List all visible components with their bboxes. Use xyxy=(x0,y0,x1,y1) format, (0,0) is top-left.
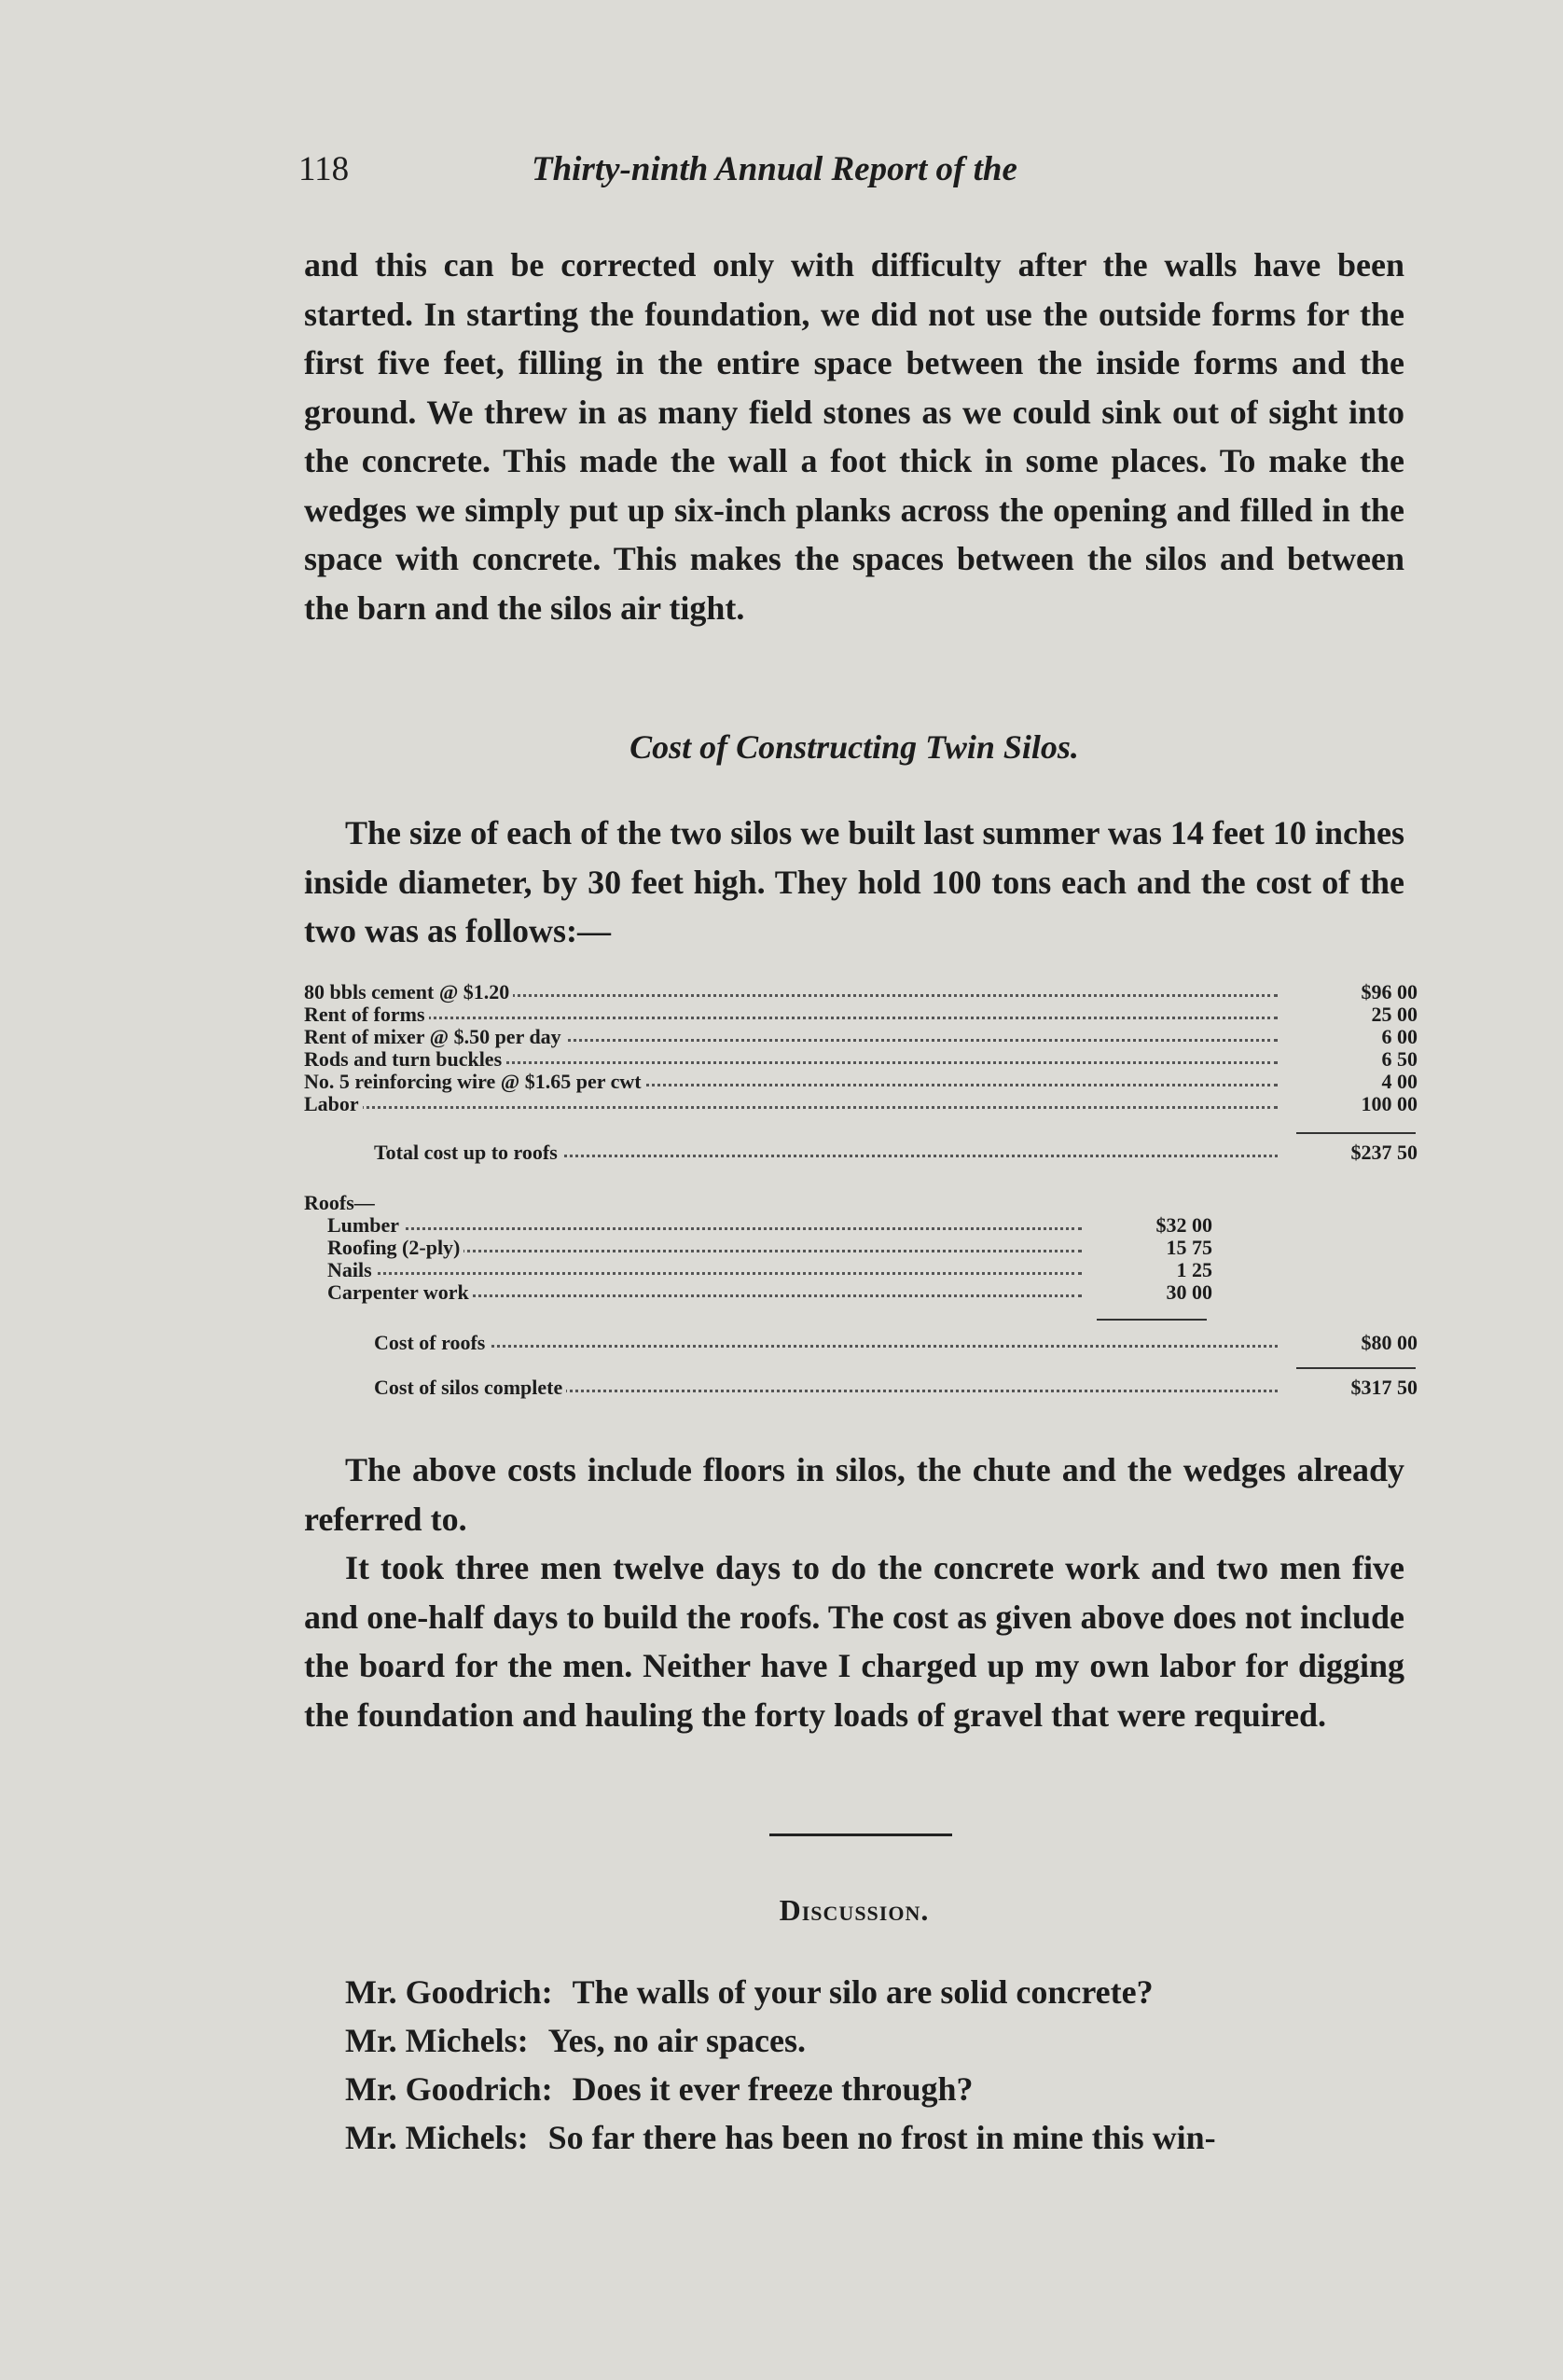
roof-amount: 1 25 xyxy=(1097,1259,1212,1281)
roofs-total-amount: $80 00 xyxy=(1283,1332,1418,1354)
grand-total-row xyxy=(304,1377,1418,1399)
roof-row xyxy=(304,1259,1418,1281)
grand-total-amount: $317 50 xyxy=(1283,1377,1418,1399)
roof-amount: $32 00 xyxy=(1097,1214,1212,1237)
dialogue-line xyxy=(345,2113,1216,2163)
roofs-total-row xyxy=(304,1332,1418,1354)
roofs-heading-row xyxy=(304,1192,1418,1214)
cost-label: 80 bbls cement @ $1.20 xyxy=(304,981,513,1003)
cost-row xyxy=(304,1071,1418,1093)
cost-amount: 100 00 xyxy=(1283,1093,1418,1115)
speaker: Mr. Michels: xyxy=(345,2119,529,2156)
roof-amount: 30 00 xyxy=(1097,1281,1212,1304)
section-title: Cost of Constructing Twin Silos. xyxy=(629,728,1079,766)
cost-row xyxy=(304,1093,1418,1115)
speaker: Mr. Goodrich: xyxy=(345,1973,553,2011)
cost-row xyxy=(304,981,1418,1003)
dialogue-line xyxy=(345,1968,1154,2017)
paragraph-costs-include: The above costs include floors in silos, the chute and the wedges already referred to. xyxy=(304,1451,1404,1538)
cost-label: Rent of forms xyxy=(304,1003,429,1026)
page-number: 118 xyxy=(298,150,350,188)
paragraph-silo-size: The size of each of the two silos we built last summer was 14 feet 10 inches inside diameter, by 30 feet high. They hold 100 tons each and the cost of the two was as follows:— xyxy=(304,814,1404,949)
grand-total-label: Cost of silos complete xyxy=(374,1377,566,1399)
speaker: Mr. Michels: xyxy=(345,2022,529,2059)
roof-amount: 15 75 xyxy=(1097,1237,1212,1259)
cost-label: Labor xyxy=(304,1093,363,1115)
roof-label: Lumber xyxy=(327,1214,403,1237)
sum-rule xyxy=(1097,1319,1207,1321)
roof-row xyxy=(304,1237,1418,1259)
roof-label: Roofing (2-ply) xyxy=(327,1237,463,1259)
section-divider xyxy=(769,1833,952,1836)
dialogue-line xyxy=(345,2065,974,2114)
paragraph-labor: It took three men twelve days to do the concrete work and two men five and one-half days to build the roofs. The cost as given above does not include the board for the men. Neither have I charged up my own labor for digging the foundation and hauling the forty loads of gravel that were required. xyxy=(304,1549,1404,1734)
cost-label: No. 5 reinforcing wire @ $1.65 per cwt xyxy=(304,1071,645,1093)
roof-label: Nails xyxy=(327,1259,376,1281)
speaker: Mr. Goodrich: xyxy=(345,2070,553,2108)
running-head: Thirty-ninth Annual Report of the xyxy=(532,150,1017,188)
roof-label: Carpenter work xyxy=(327,1281,473,1304)
cost-amount: 6 50 xyxy=(1283,1048,1418,1071)
paragraph-foundation: and this can be corrected only with difficulty after the walls have been started. In starting the foundation, we did not use the outside forms for the first five feet, filling in the entire space between the inside forms and the ground. We threw in as many field stones as we could sink out of sight into the concrete. This made the wall a foot thick in some places. To make the wedges we simply put up six-inch planks across the opening and filled in the space with concrete. This makes the spaces between the silos and between the barn and the silos air tight. xyxy=(304,246,1404,627)
roofs-heading: Roofs— xyxy=(304,1192,379,1214)
roofs-total-label: Cost of roofs xyxy=(374,1332,489,1354)
cost-label: Rods and turn buckles xyxy=(304,1048,505,1071)
dialogue-line xyxy=(345,2016,806,2066)
cost-row xyxy=(304,1048,1418,1071)
utterance: The walls of your silo are solid concrete? xyxy=(572,1973,1154,2011)
total-row xyxy=(304,1142,1418,1164)
cost-row xyxy=(304,1026,1418,1048)
cost-amount: 6 00 xyxy=(1283,1026,1418,1048)
discussion-title: Discussion. xyxy=(779,1893,930,1927)
cost-row xyxy=(304,1003,1418,1026)
roof-row xyxy=(304,1281,1418,1304)
sum-rule xyxy=(1296,1132,1416,1134)
utterance: Does it ever freeze through? xyxy=(572,2070,974,2108)
utterance: Yes, no air spaces. xyxy=(547,2022,806,2059)
sum-rule xyxy=(1296,1367,1416,1369)
page-header xyxy=(298,149,1399,196)
utterance: So far there has been no frost in mine this win- xyxy=(547,2119,1216,2156)
cost-label: Rent of mixer @ $.50 per day xyxy=(304,1026,565,1048)
cost-amount: 25 00 xyxy=(1283,1003,1418,1026)
cost-amount: 4 00 xyxy=(1283,1071,1418,1093)
total-label: Total cost up to roofs xyxy=(374,1142,561,1164)
roof-row xyxy=(304,1214,1418,1237)
cost-amount: $96 00 xyxy=(1283,981,1418,1003)
total-amount: $237 50 xyxy=(1283,1142,1418,1164)
